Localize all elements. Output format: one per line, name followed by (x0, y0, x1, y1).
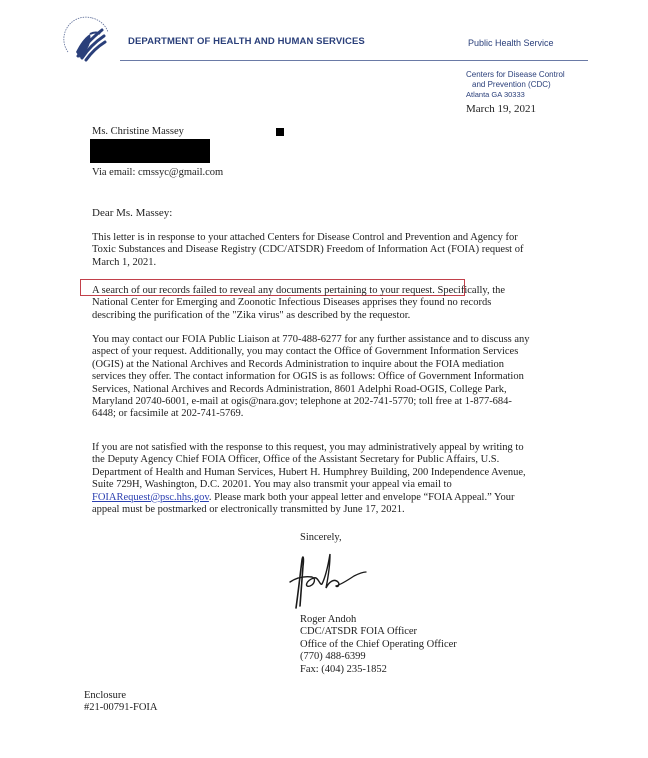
paragraph-line: Services, National Archives and Records Administration, 8601 Adelphi Road-OGIS, College Park, (92, 383, 507, 395)
recipient-name: Ms. Christine Massey (92, 126, 184, 137)
enclosure-ref: #21-00791-FOIA (84, 702, 158, 714)
signer-phone: (770) 488-6399 (300, 651, 366, 663)
hhs-eagle-logo-icon (62, 12, 114, 68)
cdc-address (466, 70, 565, 100)
header-divider (120, 60, 588, 61)
paragraph-line: March 1, 2021. (92, 256, 157, 268)
paragraph-line: the Deputy Agency Chief FOIA Officer, Office of the Assistant Secretary for Public Affairs, U.S. (92, 454, 500, 466)
closing-sincerely: Sincerely, (300, 532, 342, 543)
enclosure-label: Enclosure (84, 690, 126, 701)
paragraph-line: You may contact our FOIA Public Liaison at 770-488-6277 for any further assistance and to discuss any (92, 334, 530, 345)
cdc-line-3: Atlanta GA 30333 (466, 90, 525, 99)
paragraph-line: Maryland 20740-6001, e-mail at ogis@nara.gov; telephone at 202-741-5770; toll free at 1-877-684- (92, 396, 512, 408)
paragraph-appeal (92, 442, 572, 516)
paragraph-line-rest: . Please mark both your appeal letter and envelope “FOIA Appeal.” Your (208, 491, 515, 503)
salutation: Dear Ms. Massey: (92, 207, 173, 219)
redaction-bar (90, 139, 210, 163)
redaction-mark (276, 128, 284, 136)
paragraph-line: services they offer. The contact information for OGIS is as follows: Office of Government Information (92, 371, 524, 383)
letter-date: March 19, 2021 (466, 103, 536, 115)
paragraph-line: Toxic Substances and Disease Registry (CDC/ATSDR) Freedom of Information Act (FOIA) request of (92, 244, 524, 256)
cdc-line-1: Centers for Disease Control (466, 70, 565, 79)
signer-title: CDC/ATSDR FOIA Officer (300, 626, 418, 638)
signer-fax: Fax: (404) 235-1852 (300, 663, 387, 675)
foia-email-link[interactable]: FOIARequest@psc.hhs.gov (92, 491, 209, 503)
paragraph-line: This letter is in response to your attached Centers for Disease Control and Prevention and Agency for (92, 232, 518, 243)
paragraph-line: National Center for Emerging and Zoonotic Infectious Diseases apprises they found no records (92, 297, 492, 309)
paragraph-line: Suite 729H, Washington, D.C. 20201. You may also transmit your appeal via email to (92, 479, 452, 491)
recipient-email: Via email: cmssyc@gmail.com (92, 167, 224, 178)
public-health-service: Public Health Service (468, 38, 554, 48)
paragraph-search-result (92, 285, 572, 322)
paragraph-line (92, 492, 572, 504)
paragraph-line: If you are not satisfied with the response to this request, you may administratively appeal by writing to (92, 442, 524, 453)
paragraph-line: Department of Health and Human Services, Hubert H. Humphrey Building, 200 Independence Avenue, (92, 466, 526, 478)
signer-name: Roger Andoh (300, 614, 357, 625)
paragraph-intro (92, 232, 572, 269)
department-name: DEPARTMENT OF HEALTH AND HUMAN SERVICES (128, 36, 365, 47)
paragraph-line: A search of our records failed to reveal any documents pertaining to your request. Specifically, the (92, 285, 506, 296)
signer-office: Office of the Chief Operating Officer (300, 638, 457, 650)
paragraph-line: (OGIS) at the National Archives and Records Administration to inquire about the FOIA mediation (92, 358, 505, 370)
paragraph-line: 6448; or facsimile at 202-741-5769. (92, 408, 244, 420)
paragraph-contact (92, 334, 572, 421)
enclosure-block (84, 690, 158, 715)
signature-block (300, 614, 457, 676)
paragraph-line: describing the purification of the "Zika virus" as described by the requestor. (92, 309, 411, 321)
paragraph-line: aspect of your request. Additionally, you may contact the Office of Government Information Services (92, 346, 519, 358)
paragraph-line: appeal must be postmarked or electronically transmitted by June 17, 2021. (92, 504, 405, 516)
cdc-line-2: and Prevention (CDC) (472, 80, 551, 89)
handwritten-signature (282, 546, 372, 614)
